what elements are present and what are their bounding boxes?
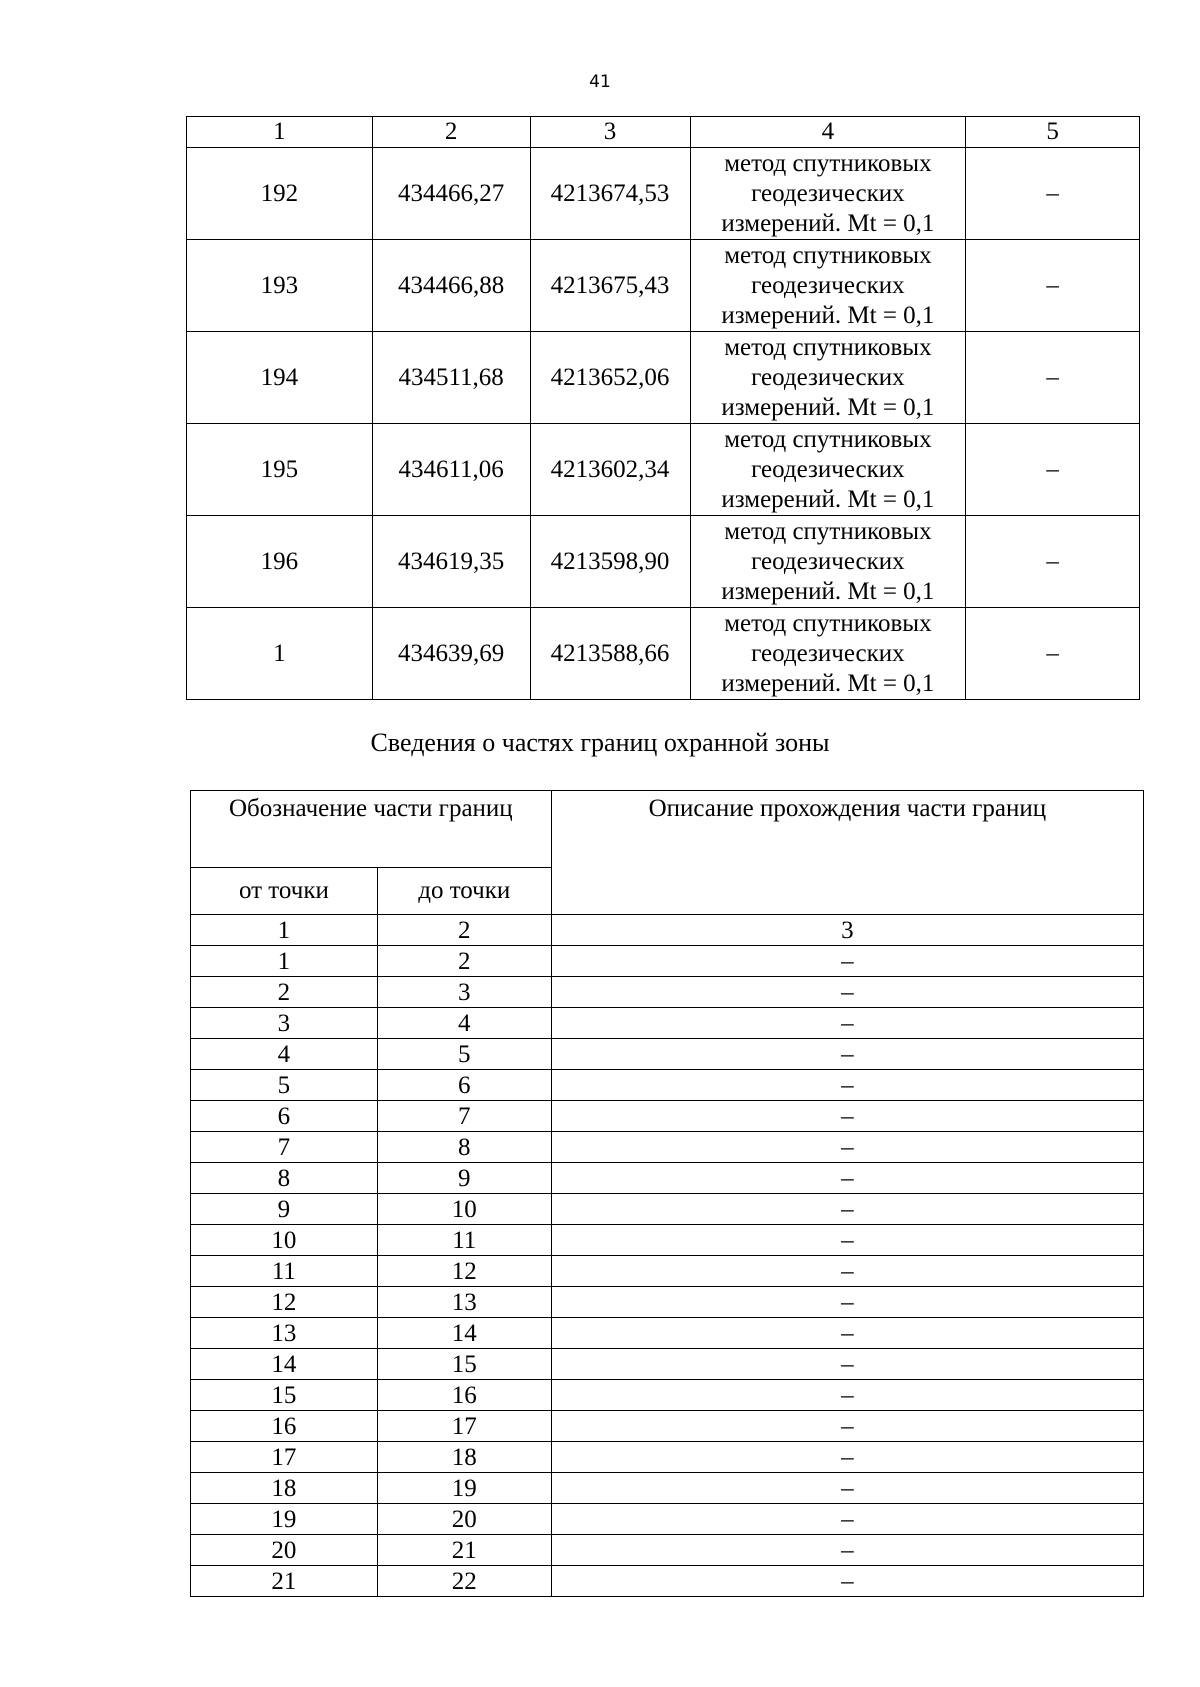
parts-number-row — [191, 915, 1144, 946]
method-line: измерений. Mt = 0,1 — [721, 209, 935, 237]
from-point: 1 — [191, 946, 378, 977]
point-number: 193 — [187, 240, 373, 332]
coordinate-x: 434611,06 — [372, 424, 530, 516]
from-point: 17 — [191, 1442, 378, 1473]
point-description: – — [966, 332, 1140, 424]
measurement-method — [690, 424, 966, 516]
table-row — [191, 1318, 1144, 1349]
from-point: 16 — [191, 1411, 378, 1442]
coordinate-y: 4213588,66 — [530, 608, 690, 700]
part-description: – — [551, 1442, 1143, 1473]
part-description: – — [551, 1132, 1143, 1163]
coordinate-x: 434466,27 — [372, 148, 530, 240]
table-row — [191, 1256, 1144, 1287]
part-description: – — [551, 1287, 1143, 1318]
to-point: 15 — [377, 1349, 551, 1380]
table-row — [187, 332, 1140, 424]
table-row — [187, 148, 1140, 240]
part-description: – — [551, 1039, 1143, 1070]
coordinate-y: 4213674,53 — [530, 148, 690, 240]
from-point: 5 — [191, 1070, 378, 1101]
from-point: 19 — [191, 1504, 378, 1535]
table-row — [191, 1349, 1144, 1380]
part-description: – — [551, 1411, 1143, 1442]
to-point: 8 — [377, 1132, 551, 1163]
to-point: 10 — [377, 1194, 551, 1225]
table-row — [191, 1442, 1144, 1473]
table-row — [187, 516, 1140, 608]
coordinates-header-row — [187, 117, 1140, 148]
point-description: – — [966, 516, 1140, 608]
part-description: – — [551, 1225, 1143, 1256]
header-cell: 3 — [530, 117, 690, 148]
measurement-method — [690, 332, 966, 424]
method-line: геодезических — [751, 179, 905, 207]
part-description: – — [551, 1318, 1143, 1349]
coordinate-y: 4213602,34 — [530, 424, 690, 516]
method-line: метод спутниковых — [724, 517, 932, 545]
table-row — [191, 1411, 1144, 1442]
boundary-parts-table — [190, 790, 1144, 1597]
to-point: 9 — [377, 1163, 551, 1194]
from-point: 9 — [191, 1194, 378, 1225]
method-line: измерений. Mt = 0,1 — [721, 393, 935, 421]
to-point: 12 — [377, 1256, 551, 1287]
part-description: – — [551, 1504, 1143, 1535]
number-cell: 2 — [377, 915, 551, 946]
to-point: 16 — [377, 1380, 551, 1411]
from-point: 7 — [191, 1132, 378, 1163]
method-line: геодезических — [751, 363, 905, 391]
coordinates-table — [186, 116, 1140, 700]
measurement-method — [690, 516, 966, 608]
description-header: Описание прохождения части границ — [551, 791, 1143, 915]
point-description: – — [966, 240, 1140, 332]
point-number: 192 — [187, 148, 373, 240]
number-cell: 3 — [551, 915, 1143, 946]
to-point: 3 — [377, 977, 551, 1008]
to-point: 7 — [377, 1101, 551, 1132]
point-number: 1 — [187, 608, 373, 700]
table-row — [191, 1504, 1144, 1535]
header-cell: 2 — [372, 117, 530, 148]
page-number: 41 — [589, 72, 611, 92]
from-point: 20 — [191, 1535, 378, 1566]
to-point: 14 — [377, 1318, 551, 1349]
part-description: – — [551, 1194, 1143, 1225]
method-line: измерений. Mt = 0,1 — [721, 669, 935, 697]
table-row — [191, 1163, 1144, 1194]
to-point: 11 — [377, 1225, 551, 1256]
coordinate-y: 4213598,90 — [530, 516, 690, 608]
table-row — [191, 977, 1144, 1008]
to-point-header: до точки — [377, 868, 551, 915]
method-line: метод спутниковых — [724, 425, 932, 453]
table-row — [191, 1039, 1144, 1070]
part-description: – — [551, 1008, 1143, 1039]
method-line: измерений. Mt = 0,1 — [721, 577, 935, 605]
coordinate-x: 434466,88 — [372, 240, 530, 332]
measurement-method — [690, 608, 966, 700]
method-line: метод спутниковых — [724, 149, 932, 177]
to-point: 20 — [377, 1504, 551, 1535]
from-point: 14 — [191, 1349, 378, 1380]
to-point: 2 — [377, 946, 551, 977]
part-description: – — [551, 946, 1143, 977]
part-description: – — [551, 1566, 1143, 1597]
table-row — [191, 1225, 1144, 1256]
table-row — [191, 1008, 1144, 1039]
from-point: 2 — [191, 977, 378, 1008]
table-row — [191, 1101, 1144, 1132]
header-cell: 5 — [966, 117, 1140, 148]
coordinate-x: 434511,68 — [372, 332, 530, 424]
from-point: 12 — [191, 1287, 378, 1318]
point-number: 196 — [187, 516, 373, 608]
parts-header-row — [191, 791, 1144, 868]
part-description: – — [551, 1256, 1143, 1287]
table-row — [191, 1380, 1144, 1411]
part-description: – — [551, 1535, 1143, 1566]
measurement-method — [690, 148, 966, 240]
part-description: – — [551, 1380, 1143, 1411]
table-row — [187, 608, 1140, 700]
method-line: геодезических — [751, 271, 905, 299]
method-line: измерений. Mt = 0,1 — [721, 301, 935, 329]
point-description: – — [966, 608, 1140, 700]
coordinate-x: 434639,69 — [372, 608, 530, 700]
table-row — [187, 240, 1140, 332]
from-point: 18 — [191, 1473, 378, 1504]
part-description: – — [551, 977, 1143, 1008]
from-point: 4 — [191, 1039, 378, 1070]
to-point: 19 — [377, 1473, 551, 1504]
method-line: метод спутниковых — [724, 333, 932, 361]
to-point: 5 — [377, 1039, 551, 1070]
from-point: 13 — [191, 1318, 378, 1349]
number-cell: 1 — [191, 915, 378, 946]
from-point: 10 — [191, 1225, 378, 1256]
measurement-method — [690, 240, 966, 332]
point-description: – — [966, 424, 1140, 516]
from-point: 8 — [191, 1163, 378, 1194]
header-cell: 4 — [690, 117, 966, 148]
from-point-header: от точки — [191, 868, 378, 915]
method-line: метод спутниковых — [724, 241, 932, 269]
method-line: геодезических — [751, 547, 905, 575]
to-point: 22 — [377, 1566, 551, 1597]
designation-header: Обозначение части границ — [191, 791, 552, 868]
table-row — [191, 1132, 1144, 1163]
from-point: 11 — [191, 1256, 378, 1287]
coordinate-y: 4213652,06 — [530, 332, 690, 424]
table-row — [191, 946, 1144, 977]
table-row — [187, 424, 1140, 516]
point-number: 194 — [187, 332, 373, 424]
to-point: 6 — [377, 1070, 551, 1101]
from-point: 6 — [191, 1101, 378, 1132]
coordinate-y: 4213675,43 — [530, 240, 690, 332]
to-point: 21 — [377, 1535, 551, 1566]
table-row — [191, 1070, 1144, 1101]
from-point: 15 — [191, 1380, 378, 1411]
method-line: метод спутниковых — [724, 609, 932, 637]
part-description: – — [551, 1070, 1143, 1101]
header-cell: 1 — [187, 117, 373, 148]
coordinate-x: 434619,35 — [372, 516, 530, 608]
method-line: геодезических — [751, 639, 905, 667]
method-line: геодезических — [751, 455, 905, 483]
from-point: 21 — [191, 1566, 378, 1597]
point-description: – — [966, 148, 1140, 240]
part-description: – — [551, 1163, 1143, 1194]
table-row — [191, 1287, 1144, 1318]
to-point: 13 — [377, 1287, 551, 1318]
table-row — [191, 1194, 1144, 1225]
from-point: 3 — [191, 1008, 378, 1039]
parts-section-title: Сведения о частях границ охранной зоны — [370, 728, 830, 757]
table-row — [191, 1473, 1144, 1504]
part-description: – — [551, 1349, 1143, 1380]
table-row — [191, 1566, 1144, 1597]
to-point: 4 — [377, 1008, 551, 1039]
to-point: 17 — [377, 1411, 551, 1442]
point-number: 195 — [187, 424, 373, 516]
method-line: измерений. Mt = 0,1 — [721, 485, 935, 513]
to-point: 18 — [377, 1442, 551, 1473]
table-row — [191, 1535, 1144, 1566]
part-description: – — [551, 1473, 1143, 1504]
part-description: – — [551, 1101, 1143, 1132]
